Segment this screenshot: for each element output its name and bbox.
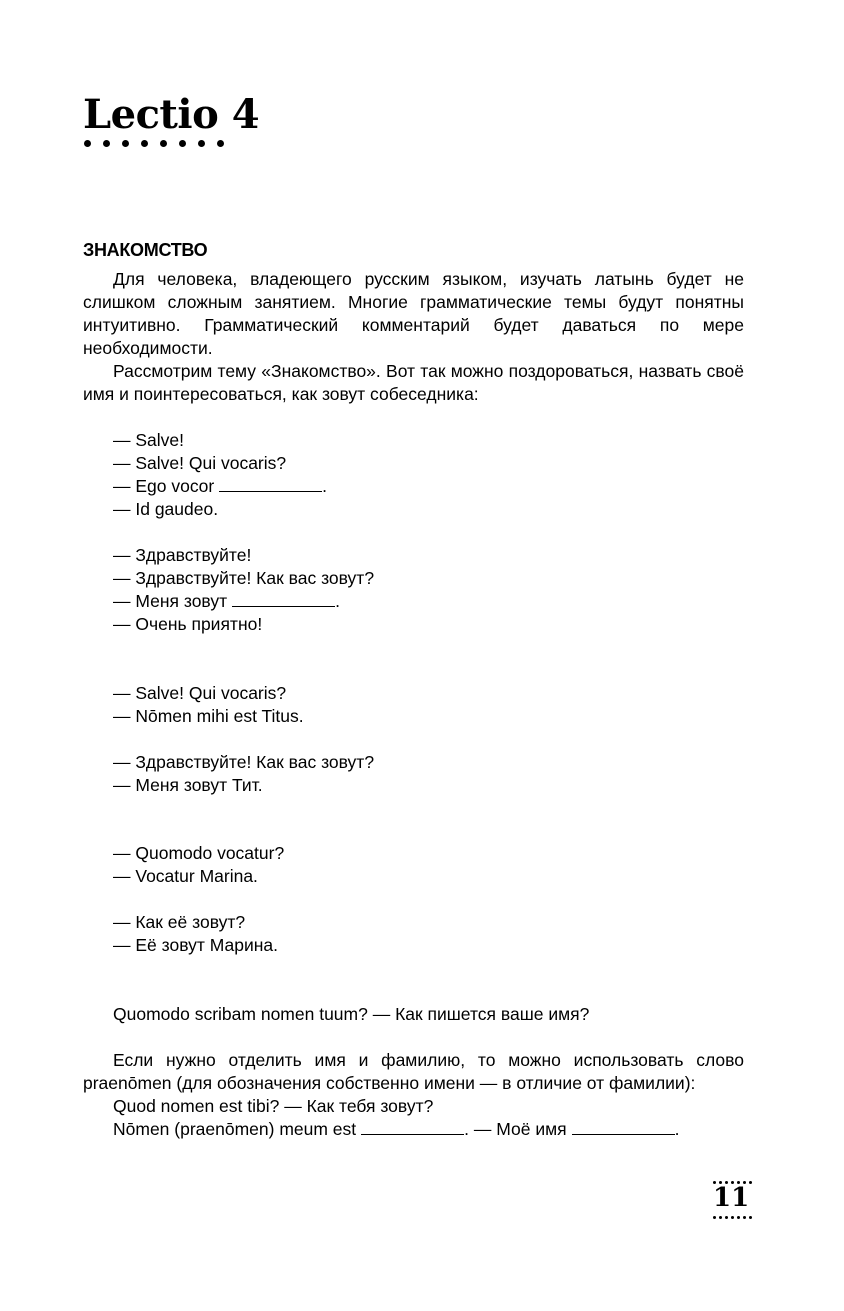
dialogue-line: — Здравствуйте! [113,545,252,565]
intro-paragraph-1: Для человека, владеющего русским языком, изучать латынь будет не слишком сложным занятием. Многие грамматические темы будут понятны интуитивно. Грамматический комментарий будет даваться по мере необходимости. [83,269,744,358]
dialogue-line [113,590,340,613]
meum-text-2: . — Моё имя [464,1119,567,1139]
title-dot-ornament [84,140,224,147]
dialogue-line: — Id gaudeo. [113,499,219,519]
blank-line [361,1120,464,1135]
dialogue-line: — Salve! Qui vocaris? [113,453,287,473]
dialogue-text: — Ego vocor [113,476,215,496]
section-heading: ЗНАКОМСТВО [83,240,208,260]
dialogue-line: — Меня зовут Тит. [113,775,263,795]
dialogue-text: — Меня зовут [113,591,228,611]
dialogue-line: — Её зовут Марина. [113,935,279,955]
meum-text-1: Nōmen (praenōmen) meum est [113,1119,357,1139]
dialogue-line: — Здравствуйте! Как вас зовут? [113,752,375,772]
meum-line [113,1118,680,1141]
period: . [335,591,340,611]
dialogue-line: — Salve! Qui vocaris? [113,683,287,703]
intro-paragraph-2: Рассмотрим тему «Знакомство». Вот так можно поздороваться, назвать своё имя и поинтересоваться, как зовут собеседника: [83,361,744,404]
dialogue-line: — Здравствуйте! Как вас зовут? [113,568,375,588]
lesson-title: Lectio 4 [83,91,260,138]
tibi-question: Quod nomen est tibi? — Как тебя зовут? [113,1096,434,1116]
blank-line [572,1120,675,1135]
praenomen-paragraph: Если нужно отделить имя и фамилию, то можно использовать слово praenōmen (для обозначения собственно имени — в отличие от фамилии): [83,1050,744,1093]
blank-line [219,477,322,492]
dialogue-line: — Очень приятно! [113,614,263,634]
spelling-question: Quomodo scribam nomen tuum? — Как пишется ваше имя? [113,1004,590,1024]
blank-line [232,592,335,607]
dialogue-line: — Как её зовут? [113,912,246,932]
dialogue-line: — Vocatur Marina. [113,866,258,886]
page-number-dots-bottom [713,1216,752,1219]
dialogue-line: — Quomodo vocatur? [113,843,285,863]
meum-text-3: . [674,1119,680,1139]
period: . [322,476,328,496]
page-number: 11 [713,1183,750,1213]
dialogue-line [113,475,327,498]
dialogue-line: — Nōmen mihi est Titus. [113,706,304,726]
dialogue-line: — Salve! [113,430,184,450]
